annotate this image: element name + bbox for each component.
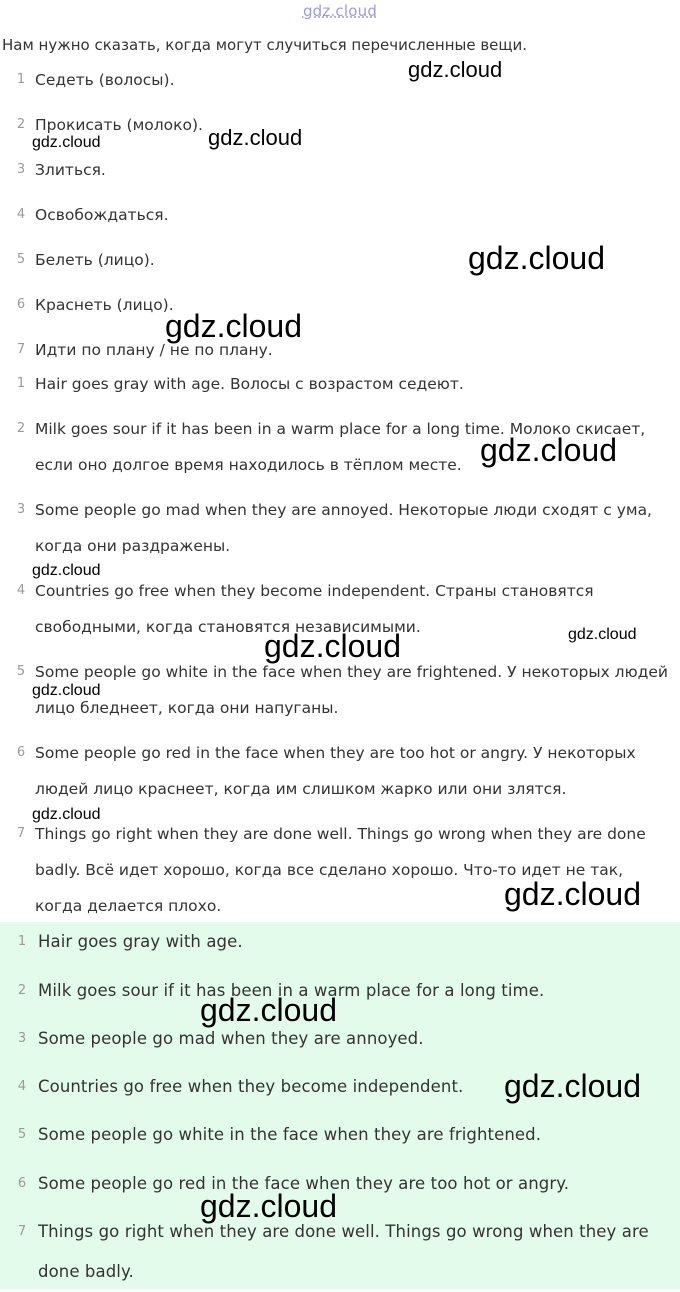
item-text: Освобождаться. [35, 206, 169, 224]
item-text: Hair goes gray with age. Волосы с возрастом седеют. [35, 375, 464, 393]
item-number: 3 [17, 1031, 27, 1046]
item-text: Milk goes sour if it has been in a warm place for a long time. [38, 981, 545, 1000]
item-number: 3 [16, 502, 26, 517]
item-number: 6 [16, 297, 26, 312]
watermark: gdz.cloud [32, 806, 101, 823]
watermark: gdz.cloud [408, 57, 503, 82]
answers-panel [0, 922, 680, 1289]
item-text: Things go right when they are done well. Things go wrong when they are done badly. [38, 1222, 649, 1281]
watermark: gdz.cloud [200, 1188, 337, 1224]
item-text: Some people go mad when they are annoyed. Некоторые люди сходят с ума, когда они раздражены. [35, 501, 652, 555]
item-text: Some people go mad when they are annoyed. [38, 1029, 424, 1048]
watermark: gdz.cloud [568, 626, 637, 643]
intro-text: Нам нужно сказать, когда могут случиться перечисленные вещи. [2, 36, 528, 54]
item-text: Прокисать (молоко). [35, 116, 203, 134]
item-text: Some people go red in the face when they are too hot or angry. У некоторых людей лицо краснеет, когда им слишком жарко или они злятся. [35, 744, 636, 798]
item-number: 5 [16, 664, 26, 679]
header-watermark[interactable]: gdz.cloud [302, 2, 378, 20]
item-text: Краснеть (лицо). [35, 296, 174, 314]
item-text: Countries go free when they become independent. Страны становятся свободными, когда становятся независимыми. [35, 582, 594, 636]
item-number: 2 [17, 983, 27, 998]
watermark: gdz.cloud [264, 628, 401, 664]
item-number: 2 [16, 117, 26, 132]
item-text: Some people go white in the face when they are frightened. У некоторых людей лицо бледнеет, когда они напуганы. [35, 663, 668, 717]
item-number: 2 [16, 421, 26, 436]
item-text: Белеть (лицо). [35, 251, 155, 269]
item-text: Countries go free when they become independent. [38, 1077, 464, 1096]
watermark: gdz.cloud [468, 240, 605, 276]
item-text: Седеть (волосы). [35, 71, 175, 89]
item-number: 4 [16, 207, 26, 222]
item-number: 5 [16, 252, 26, 267]
watermark: gdz.cloud [208, 125, 303, 150]
item-text: Hair goes gray with age. [38, 932, 243, 951]
watermark: gdz.cloud [200, 992, 337, 1028]
item-number: 1 [16, 376, 26, 391]
item-number: 6 [16, 745, 26, 760]
item-number: 5 [17, 1127, 27, 1142]
watermark: gdz.cloud [480, 432, 617, 468]
item-text: Идти по плану / не по плану. [35, 341, 273, 359]
item-text: Some people go white in the face when they are frightened. [38, 1125, 542, 1144]
item-text: Some people go red in the face when they are too hot or angry. [38, 1174, 570, 1193]
item-number: 3 [16, 162, 26, 177]
watermark: gdz.cloud [32, 562, 101, 579]
watermark: gdz.cloud [32, 682, 101, 699]
watermark: gdz.cloud [504, 876, 641, 912]
item-number: 4 [16, 583, 26, 598]
item-number: 7 [16, 826, 26, 841]
item-number: 1 [16, 72, 26, 87]
item-number: 1 [17, 934, 27, 949]
item-number: 7 [17, 1224, 27, 1239]
item-text: Злиться. [35, 161, 106, 179]
item-number: 7 [16, 342, 26, 357]
item-text: Things go right when they are done well. Things go wrong when they are done badly. Всё идет хорошо, когда все сделано хорошо. Что-то идет не так, когда делается плохо. [35, 825, 646, 915]
item-number: 4 [17, 1079, 27, 1094]
watermark: gdz.cloud [165, 308, 302, 344]
watermark: gdz.cloud [32, 134, 101, 151]
item-text: Milk goes sour if it has been in a warm place for a long time. Молоко скисает, если оно долгое время находилось в тёплом месте. [35, 420, 646, 474]
item-number: 6 [17, 1176, 27, 1191]
watermark: gdz.cloud [504, 1068, 641, 1104]
